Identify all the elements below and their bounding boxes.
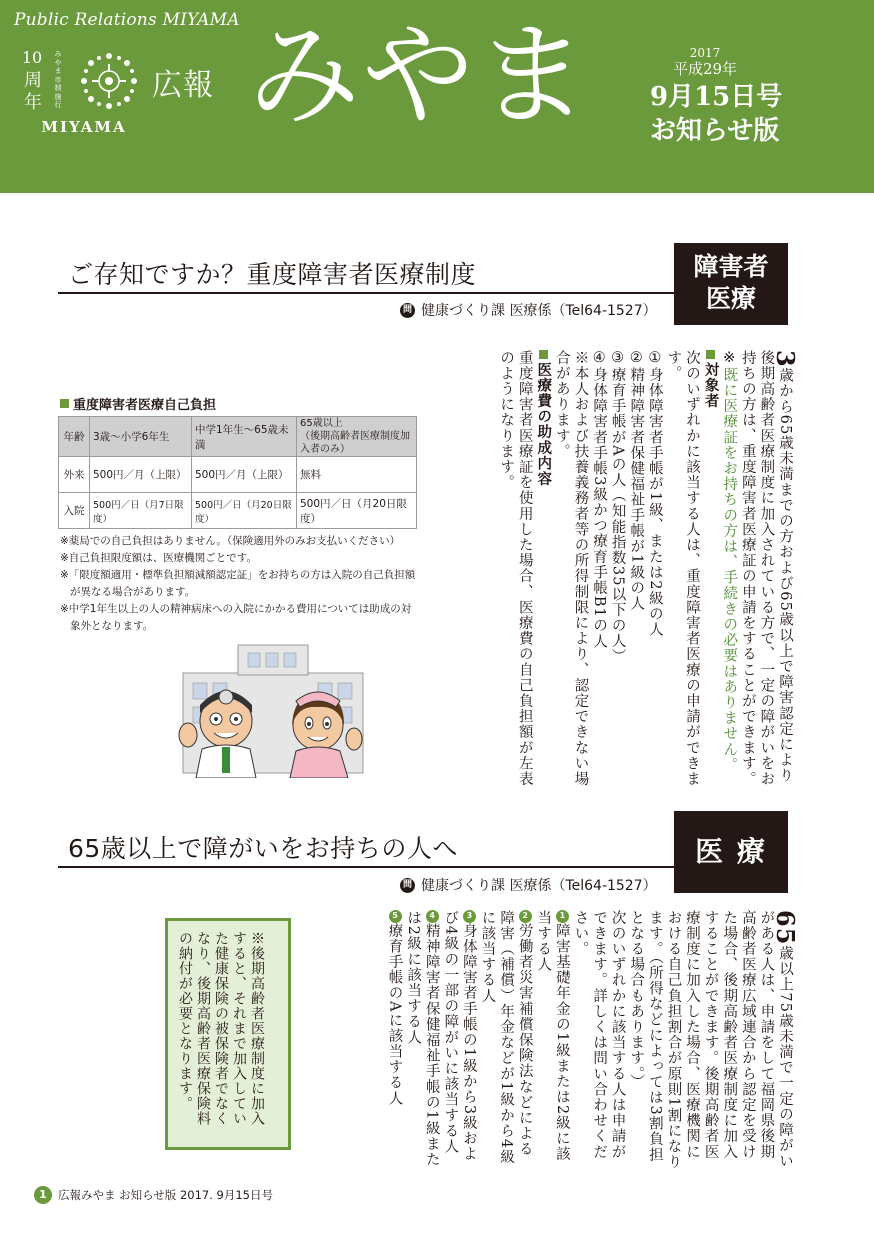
number-circle-icon: 2	[520, 911, 530, 922]
target-item-3	[608, 350, 627, 798]
table-row	[59, 493, 417, 529]
section2-item-2	[478, 910, 534, 1170]
city-emblem-icon	[72, 44, 146, 118]
item-text: 労働者災害補償保険法などによる障害（補償）年金などが1級から4級に該当する人	[479, 910, 533, 1165]
issue-era-year: 平成29年	[672, 60, 738, 78]
section2-title: 65歳以上で障がいをお持ちの人へ	[68, 834, 458, 863]
section1-tag	[674, 243, 788, 325]
table-header-row	[59, 417, 417, 457]
doctor-nurse-illustration	[158, 643, 388, 778]
section2-contact	[400, 875, 657, 895]
item-text: 障害基礎年金の1級または2級に該当する人	[535, 910, 570, 1163]
subsidy-text: 重度障害者医療証を使用した場合、医療費の自己負担額が左表のようになります。	[498, 350, 533, 787]
note-mark: ※	[721, 350, 738, 368]
section2-lead-number: 65	[771, 910, 800, 946]
table-row	[59, 457, 417, 493]
table-cell: 外来	[59, 457, 90, 493]
heading-square-icon	[539, 350, 548, 359]
section2-item-4	[404, 910, 441, 1170]
section2-contact-text: 健康づくり課 医療係（Tel64-1527）	[421, 878, 657, 894]
section2-item-3	[441, 910, 478, 1170]
section2-intro: 次のいずれかに該当する人は申請ができます。詳しくは問い合わせください。	[572, 910, 626, 1160]
table-cell: 500円／日（月20日限度）	[192, 493, 297, 529]
number-circle-icon: 5	[390, 911, 400, 922]
inquiry-mark-icon: 問	[400, 878, 415, 893]
note-line: ※「限度額適用・標準負担額減額認定証」をお持ちの方は入院の自己負担額	[60, 569, 416, 581]
note-line: ※自己負担限度額は、医療機関ごとです。	[60, 552, 257, 564]
subsidy-heading-text: 医療費の助成内容	[535, 362, 552, 487]
note-line: ※中学1年生以上の人の精神病床への入院にかかる費用については助成の対	[60, 603, 412, 615]
item-text: 療育手帳がAの人（知能指数35以下の人）	[609, 367, 626, 665]
anniversary-badge	[14, 44, 154, 140]
insurance-note-box	[165, 918, 291, 1150]
issue-year: 2017	[689, 46, 721, 60]
anniversary-label: 周年	[24, 70, 42, 113]
target-item-2	[627, 350, 646, 798]
section1-lead-number: 3	[771, 350, 800, 368]
section1-title: ご存知ですか？重度障害者医療制度	[68, 260, 477, 289]
table-header-cell: 中学1年生～65歳未満	[192, 417, 297, 457]
issue-edition: お知らせ版	[650, 116, 780, 146]
table-cell: 無料	[297, 457, 417, 493]
section2-rule	[58, 866, 678, 868]
table-cell: 500円／月（上限）	[192, 457, 297, 493]
city-text: みやま市制施行	[54, 50, 62, 109]
table-title-text: 重度障害者医療自己負担	[73, 398, 217, 413]
number-circle-icon: 3	[464, 911, 474, 922]
section1-body	[454, 350, 800, 798]
page-footer	[34, 1186, 273, 1204]
item-number: ②	[628, 350, 645, 368]
income-note: ※本人および扶養義務者等の所得制限により、認定できない場合があります。	[553, 350, 589, 787]
target-item-1	[645, 350, 664, 798]
item-text: 療育手帳のAに該当する人	[386, 923, 403, 1107]
masthead	[0, 0, 874, 193]
table-cell: 500円／日（月20日限度）	[297, 493, 417, 529]
number-circle-icon: 4	[427, 911, 437, 922]
item-text: 精神障害者保健福祉手帳が1級の人	[628, 367, 645, 612]
table-cell: 入院	[59, 493, 90, 529]
section1-tag-line2: 医療	[705, 284, 756, 313]
section2-item-1	[534, 910, 571, 1170]
insurance-note-text: ※後期高齢者医療制度に加入すると、それまで加入していた健康保険の被保険者でなくなり、後期高齢者医療保険料の納付が必要となります。	[177, 931, 265, 1126]
section1-contact-text: 健康づくり課 医療係（Tel64-1527）	[421, 303, 657, 319]
item-text: 身体障害者手帳が1級、または2級の人	[646, 367, 663, 638]
logo-wordmark: MIYAMA	[41, 118, 127, 136]
item-text: 精神障害者保健福祉手帳の1級または2級に該当する人	[405, 910, 440, 1168]
item-number: ①	[646, 350, 663, 368]
footer-text: 広報みやま お知らせ版 2017. 9月15日号	[58, 1188, 273, 1202]
table-title	[60, 394, 216, 413]
issue-date: 9月15日号	[650, 82, 783, 112]
item-number: ④	[591, 350, 608, 368]
table-header-cell: 65歳以上 （後期高齢者医療制度加入者のみ）	[297, 417, 417, 457]
section1-lead-text: 歳から65歳未満までの方および65歳以上で障害認定により後期高齢者医療制度に加入されている方で、一定の障がいをお持ちの方は、重度障害者医療証の申請をすることができます。	[739, 350, 793, 787]
table-notes	[60, 533, 440, 635]
target-heading-text: 対象者	[702, 362, 719, 409]
heading-square-icon	[706, 350, 715, 359]
table-cell: 500円／日（月7日限度）	[90, 493, 192, 529]
item-number: ③	[609, 350, 626, 368]
section1-contact	[400, 300, 657, 320]
self-pay-table	[58, 416, 417, 529]
kouhou-label: 広報	[152, 68, 214, 103]
section2-body	[332, 910, 800, 1170]
issue-info	[650, 46, 810, 148]
note-line: 象外となります。	[70, 620, 154, 632]
inquiry-mark-icon: 問	[400, 303, 415, 318]
brand-english: Public Relations MIYAMA	[14, 10, 240, 30]
section2-lead-text: 歳以上75歳未満で一定の障がいがある人は、申請をして福岡県後期高齢者医療広域連合から認定を受けた場合、後期高齢者医療制度に加入することができます。後期高齢者医療制度に加入した場合、医療機関における自己負担割合が原則1割になります。（所得などによっては3割負担となる場合もあります。）	[628, 910, 793, 1170]
section1-lead	[738, 350, 800, 798]
page-number: 1	[34, 1186, 52, 1204]
section2-item-5	[385, 910, 404, 1170]
masthead-title: みやま	[248, 11, 590, 141]
section1-rule	[58, 292, 678, 294]
number-circle-icon: 1	[557, 911, 567, 922]
item-text: 身体障害者手帳の1級から3級および4級の一部の障がいに該当する人	[442, 910, 477, 1163]
section1-note	[720, 350, 739, 798]
subsidy-heading	[534, 350, 553, 798]
note-line: が異なる場合があります。	[70, 586, 196, 598]
section2-tag: 医 療	[674, 811, 788, 893]
table-header-cell: 年齢	[59, 417, 90, 457]
target-item-4	[589, 350, 608, 798]
section1-note-text: 既に医療証をお持ちの方は、手続きの必要はありません。	[721, 367, 738, 773]
target-heading	[701, 350, 720, 798]
note-line: ※薬局での自己負担はありません。（保険適用外のみお支払いください）	[60, 535, 401, 547]
table-cell: 500円／月（上限）	[90, 457, 192, 493]
table-header-cell: 3歳～小学6年生	[90, 417, 192, 457]
item-text: 身体障害者手帳3級かつ療育手帳B1の人	[591, 367, 608, 650]
anniversary-number: 10	[21, 48, 43, 67]
section2-lead	[627, 910, 800, 1170]
section1-tag-line1: 障害者	[693, 252, 769, 281]
target-intro: 次のいずれかに該当する人は、重度障害者医療の申請ができます。	[665, 350, 701, 787]
heading-square-icon	[60, 399, 69, 408]
